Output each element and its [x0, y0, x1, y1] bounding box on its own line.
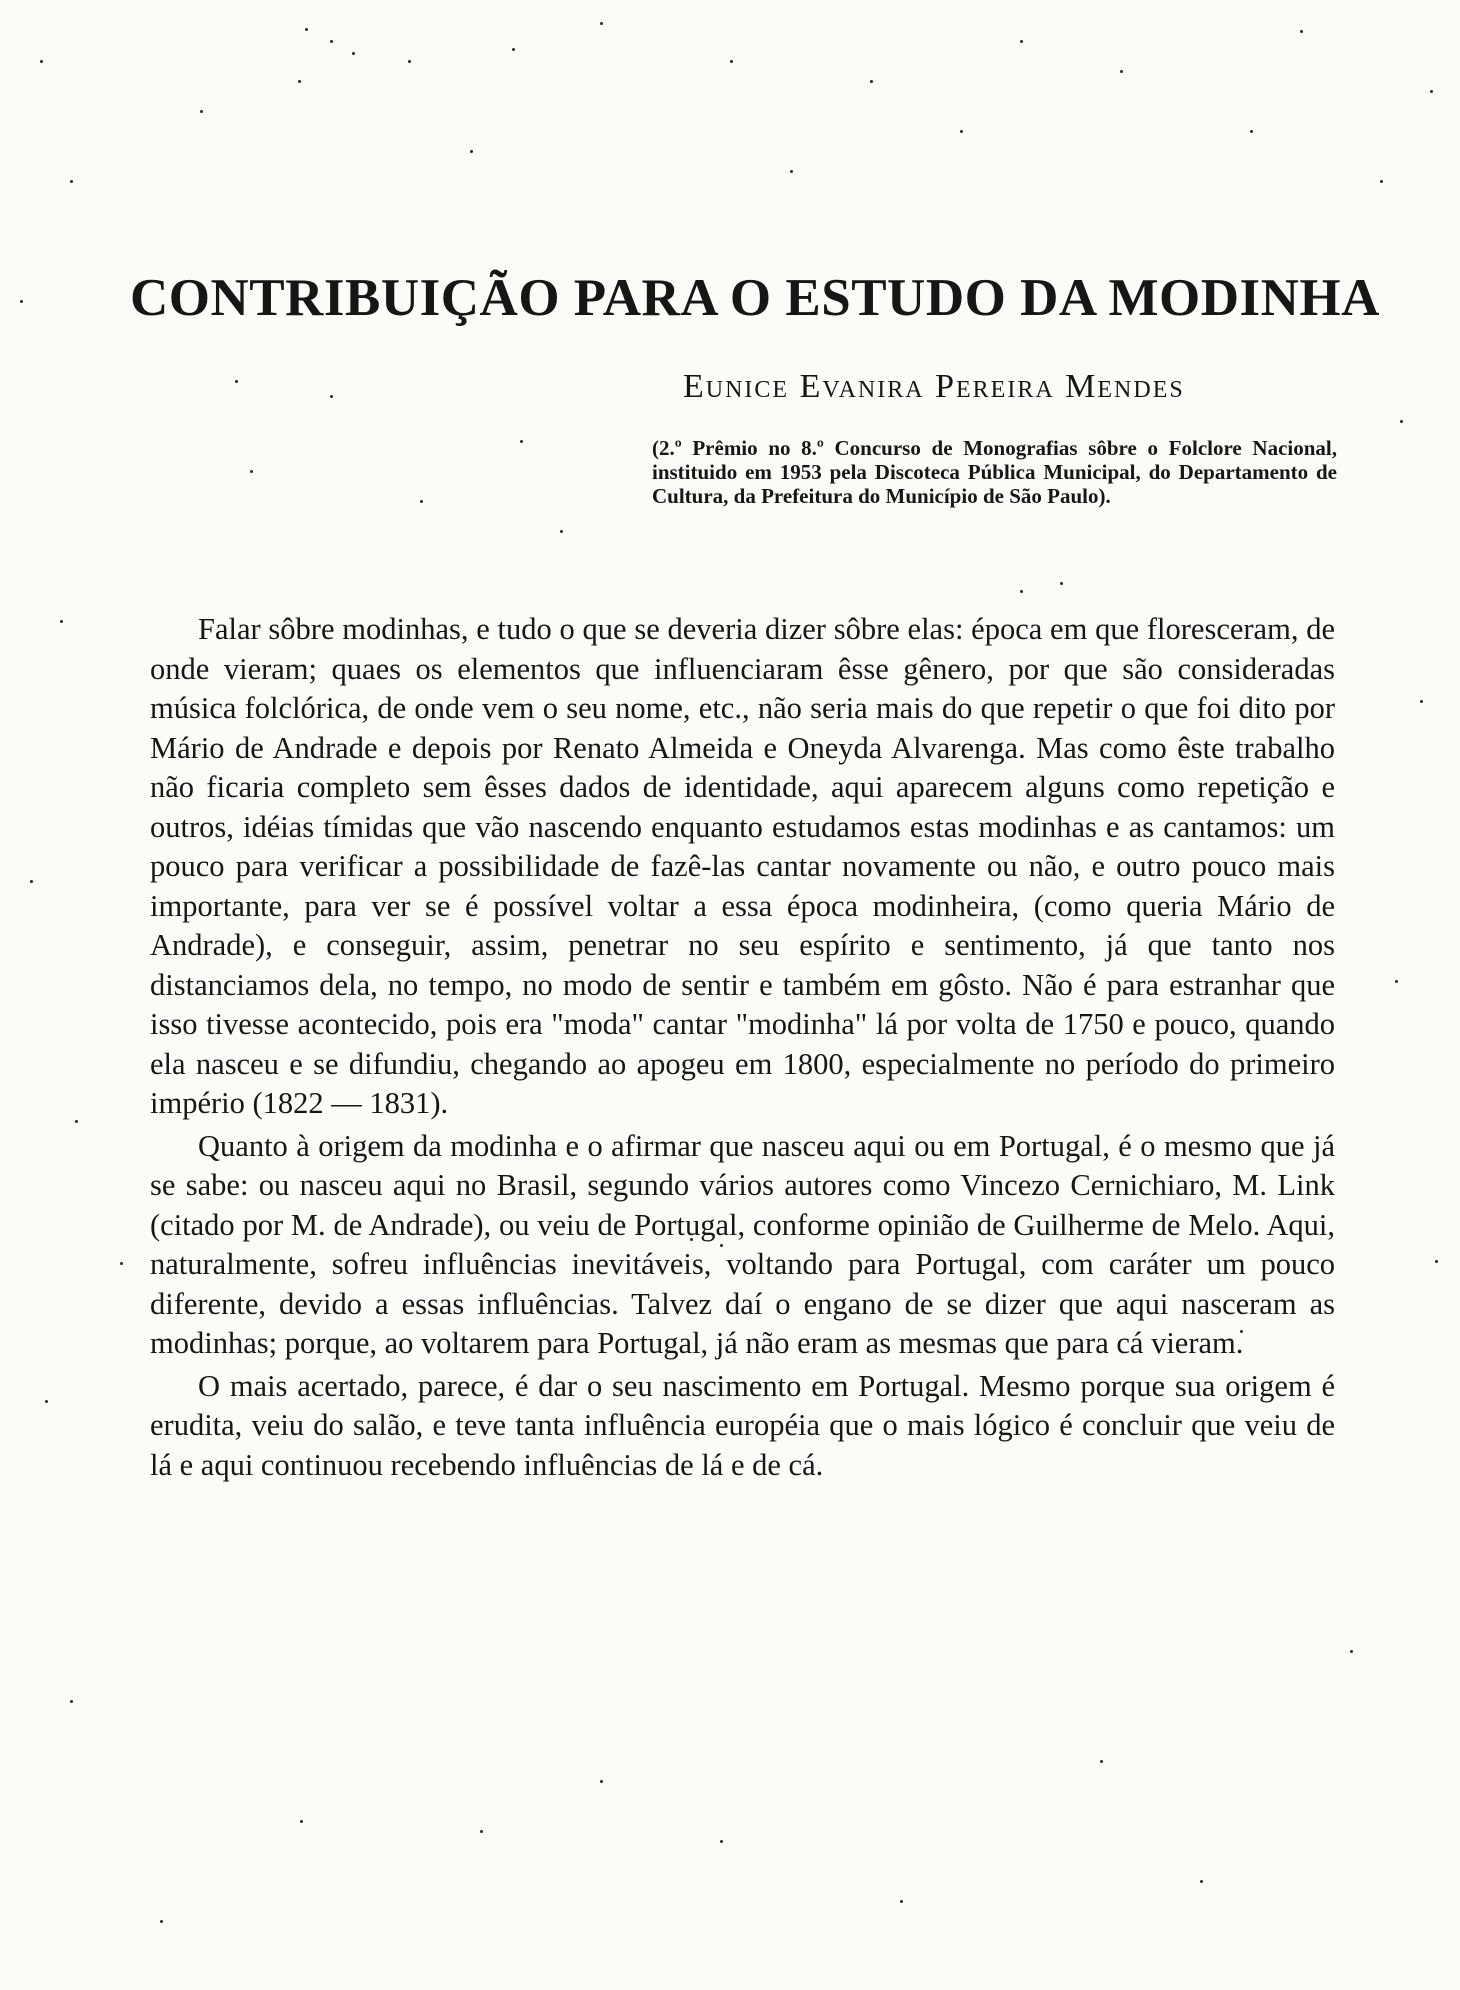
- body-paragraph: Falar sôbre modinhas, e tudo o que se deveria dizer sôbre elas: época em que floresceram, de onde vieram; quaes os elementos que influenciaram êsse gênero, por que são consideradas música folclórica, de onde vem o seu nome, etc., não seria mais do que repetir o que foi dito por Mário de Andrade e depois por Renato Almeida e Oneyda Alvarenga. Mas como êste trabalho não ficaria completo sem êsses dados de identidade, aqui aparecem alguns como repetição e outros, idéias tímidas que vão nascendo enquanto estudamos estas modinhas e as cantamos: um pouco para verificar a possibilidade de fazê-las cantar novamente ou não, e outro pouco mais importante, para ver se é possível voltar a essa época modinheira, (como queria Mário de Andrade), e conseguir, assim, penetrar no seu espírito e sentimento, já que tanto nos distanciamos dela, no tempo, no modo de sentir e também em gôsto. Não é para estranhar que isso tivesse acontecido, pois era "moda" cantar "modinha" lá por volta de 1750 e pouco, quando ela nasceu e se difundiu, chegando ao apogeu em 1800, especialmente no período do primeiro império (1822 — 1831).: [150, 612, 1335, 1120]
- scan-speck: [1395, 980, 1398, 983]
- award-note: (2.º Prêmio no 8.º Concurso de Monografias sôbre o Folclore Nacional, instituido em 1953 pela Discoteca Pública Municipal, do Departamento de Cultura, da Prefeitura do Município de São Paulo).: [652, 436, 1337, 508]
- scan-speck: [790, 170, 793, 173]
- scan-speck: [1300, 30, 1303, 33]
- scan-speck: [70, 180, 73, 183]
- scan-speck: [1100, 1760, 1103, 1763]
- scan-speck: [1380, 180, 1383, 183]
- article-body: [150, 610, 1335, 1485]
- scan-speck: [330, 40, 333, 43]
- scan-speck: [70, 1700, 73, 1703]
- scan-speck: [200, 110, 203, 113]
- scan-speck: [1020, 590, 1023, 593]
- scan-speck: [300, 1820, 303, 1823]
- scan-speck: [1120, 70, 1123, 73]
- article-author: Eunice Evanira Pereira Mendes: [683, 368, 1185, 405]
- scan-speck: [600, 1780, 603, 1783]
- scan-speck: [305, 28, 308, 31]
- scan-speck: [1430, 90, 1433, 93]
- scan-speck: [1350, 1650, 1353, 1653]
- scan-speck: [420, 500, 423, 503]
- scan-speck: [870, 80, 873, 83]
- scan-speck: [330, 395, 333, 398]
- scan-speck: [352, 52, 355, 55]
- scan-speck: [720, 1840, 723, 1843]
- scan-speck: [30, 880, 33, 883]
- scan-speck: [520, 440, 523, 443]
- scan-speck: [235, 380, 238, 383]
- scan-speck: [408, 60, 411, 63]
- scan-speck: [298, 80, 301, 83]
- scan-speck: [160, 1920, 163, 1923]
- scan-speck: [480, 1830, 483, 1833]
- body-paragraph: O mais acertado, parece, é dar o seu nascimento em Portugal. Mesmo porque sua origem é erudita, veiu do salão, e teve tanta influência européia que o mais lógico é concluir que veiu de lá e aqui continuou recebendo influências de lá e de cá.: [150, 1368, 1335, 1482]
- scan-speck: [20, 300, 23, 303]
- scan-speck: [470, 150, 473, 153]
- scan-speck: [960, 130, 963, 133]
- scan-speck: [730, 60, 733, 63]
- scan-speck: [60, 620, 63, 623]
- scan-speck: [1435, 1260, 1438, 1263]
- scan-speck: [600, 22, 603, 25]
- scan-speck: [560, 530, 563, 533]
- scan-speck: [45, 1400, 48, 1403]
- scan-speck: [1060, 582, 1063, 585]
- scan-speck: [512, 48, 515, 51]
- scan-speck: [1400, 420, 1403, 423]
- scan-speck: [1020, 40, 1023, 43]
- scan-speck: [40, 60, 43, 63]
- scan-speck: [1420, 700, 1423, 703]
- scan-speck: [250, 470, 253, 473]
- scan-speck: [1200, 1880, 1203, 1883]
- article-title: CONTRIBUIÇÃO PARA O ESTUDO DA MODINHA: [130, 269, 1380, 327]
- scan-speck: [120, 1262, 123, 1265]
- scan-speck: [75, 1120, 78, 1123]
- body-paragraph: Quanto à origem da modinha e o afirmar que nasceu aqui ou em Portugal, é o mesmo que já se sabe: ou nasceu aqui no Brasil, segundo vários autores como Vincezo Cernichiaro, M. Link (citado por M. de Andrade), ou veiu de Portugal, conforme opinião de Guilherme de Melo. Aqui, naturalmente, sofreu influências inevitáveis, voltando para Portugal, com caráter um pouco diferente, devido a essas influências. Talvez daí o engano de se dizer que aqui nasceram as modinhas; porque, ao voltarem para Portugal, já não eram as mesmas que para cá vieram.: [150, 1128, 1335, 1360]
- scan-speck: [900, 1900, 903, 1903]
- scan-speck: [1250, 130, 1253, 133]
